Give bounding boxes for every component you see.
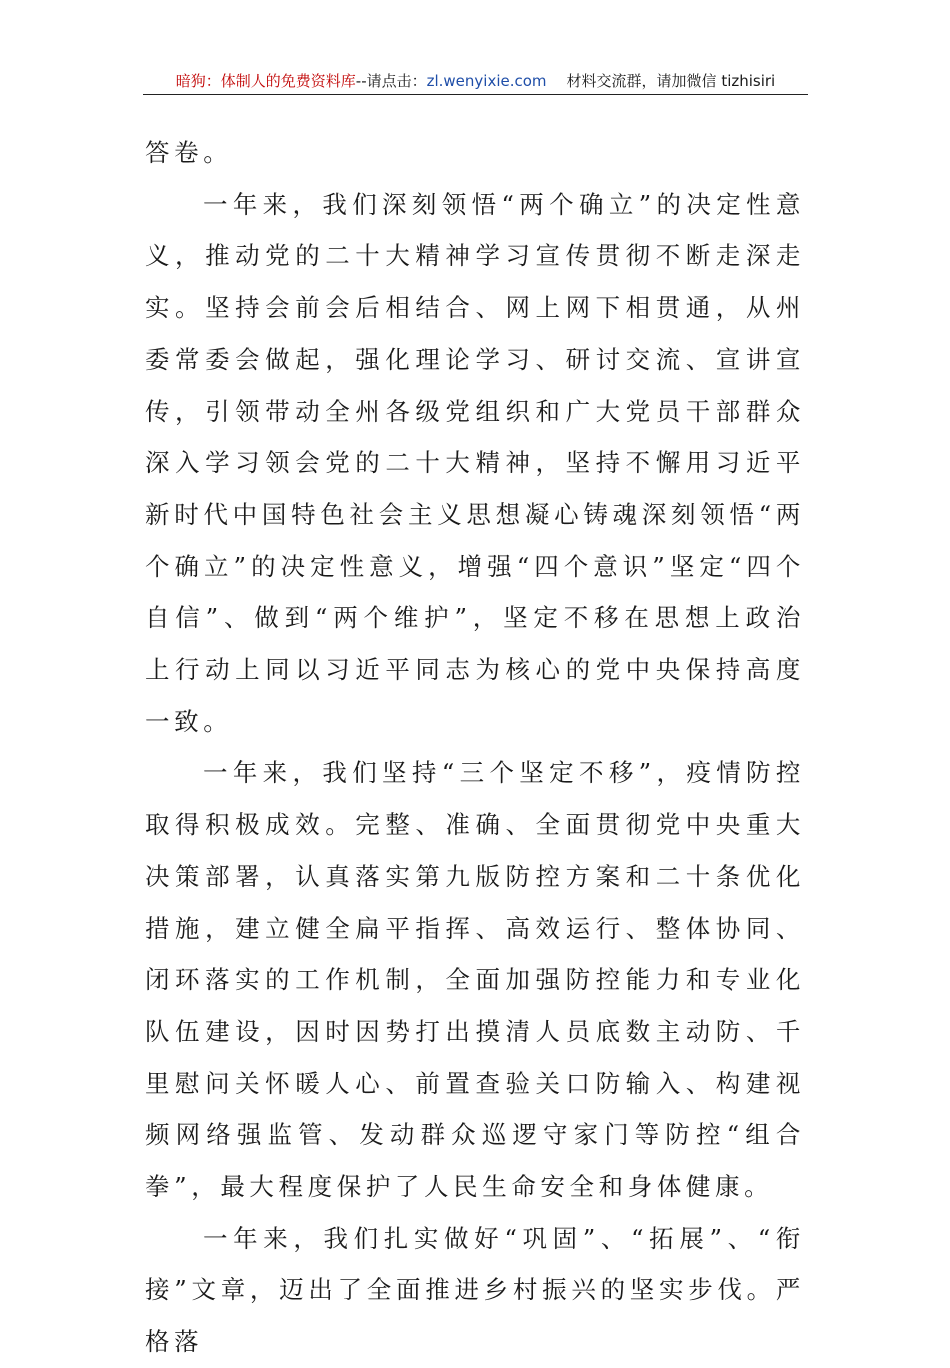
header-divider xyxy=(143,94,808,95)
header-prompt: --请点击： xyxy=(355,72,427,90)
header-url-link[interactable]: zl.wenyixie.com xyxy=(426,72,547,90)
paragraph-rural-revitalization: 一年来，我们扎实做好“巩固”、“拓展”、“衔接”文章，迈出了全面推进乡村振兴的坚实步伐。严格落 xyxy=(145,1223,805,1357)
page-header xyxy=(143,68,808,94)
header-contact: 材料交流群，请加微信 tizhisiri xyxy=(566,72,776,90)
paragraph-study-twentieth-congress: 一年来，我们深刻领悟“两个确立”的决定性意义，推动党的二十大精神学习宣传贯彻不断走深走实。坚持会前会后相结合、网上网下相贯通，从州委常委会做起，强化理论学习、研讨交流、宣讲宣传，引领带动全州各级党组织和广大党员干部群众深入学习领会党的二十大精神，坚持不懈用习近平新时代中国特色社会主义思想凝心铸魂深刻领悟“两个确立”的决定性意义，增强“四个意识”坚定“四个自信”、做到“两个维护”，坚定不移在思想上政治上行动上同以习近平同志为核心的党中央保持高度一致。 xyxy=(145,189,805,736)
paragraph-continuation: 答卷。 xyxy=(145,138,233,167)
header-site-name: 暗狗：体制人的免费资料库 xyxy=(175,72,356,90)
document-body xyxy=(145,127,805,1368)
paragraph-epidemic-control: 一年来，我们坚持“三个坚定不移”，疫情防控取得积极成效。完整、准确、全面贯彻党中央重大决策部署，认真落实第九版防控方案和二十条优化措施，建立健全扁平指挥、高效运行、整体协同、闭环落实的工作机制，全面加强防控能力和专业化队伍建设，因时因势打出摸清人员底数主动防、千里慰问关怀暖人心、前置查验关口防输入、构建视频网络强监管、发动群众巡逻守家门等防控“组合拳”，最大程度保护了人民生命安全和身体健康。 xyxy=(145,758,805,1202)
